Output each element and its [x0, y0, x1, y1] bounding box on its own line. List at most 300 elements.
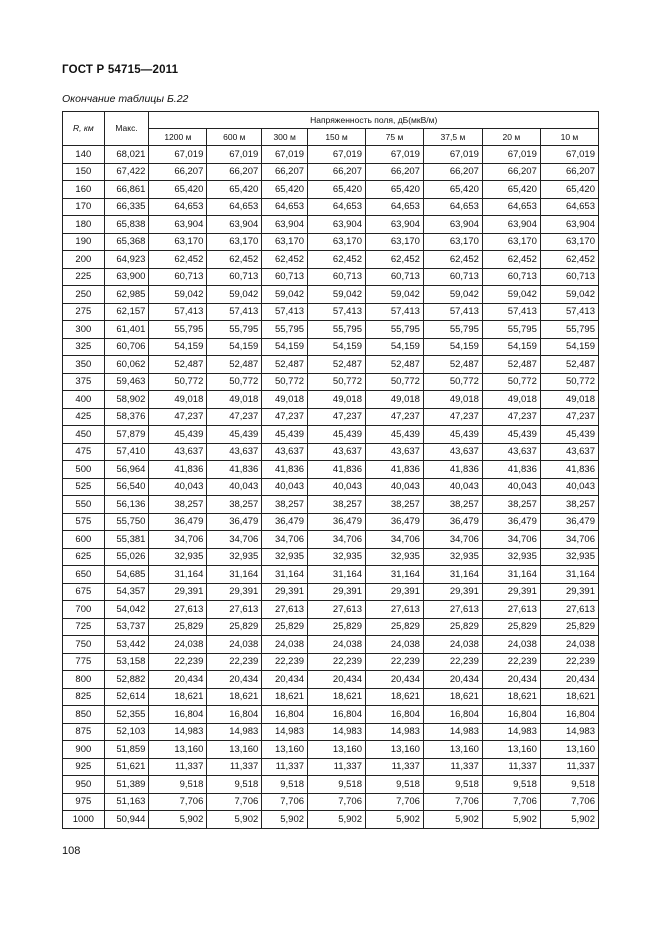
cell-field-strength: 63,170 — [540, 233, 598, 251]
cell-field-strength: 36,479 — [149, 513, 207, 531]
cell-field-strength: 45,439 — [149, 426, 207, 444]
table-caption: Окончание таблицы Б.22 — [62, 93, 189, 105]
header-height: 37,5 м — [423, 129, 482, 146]
cell-field-strength: 36,479 — [482, 513, 540, 531]
cell-field-strength: 34,706 — [365, 531, 423, 549]
cell-max: 53,442 — [104, 636, 149, 654]
table-row — [63, 513, 599, 531]
cell-max: 63,900 — [104, 268, 149, 286]
cell-field-strength: 55,795 — [423, 321, 482, 339]
cell-field-strength: 24,038 — [482, 636, 540, 654]
table-row — [63, 531, 599, 549]
cell-field-strength: 38,257 — [207, 496, 262, 514]
cell-field-strength: 14,983 — [149, 723, 207, 741]
cell-field-strength: 16,804 — [207, 706, 262, 724]
cell-field-strength: 41,836 — [262, 461, 308, 479]
cell-field-strength: 5,902 — [262, 811, 308, 829]
cell-field-strength: 62,452 — [149, 251, 207, 269]
cell-field-strength: 41,836 — [308, 461, 366, 479]
cell-field-strength: 66,207 — [262, 163, 308, 181]
cell-field-strength: 63,170 — [482, 233, 540, 251]
cell-field-strength: 20,434 — [149, 671, 207, 689]
cell-max: 53,158 — [104, 653, 149, 671]
table-row — [63, 636, 599, 654]
cell-distance: 180 — [63, 216, 105, 234]
cell-field-strength: 45,439 — [308, 426, 366, 444]
table-row — [63, 408, 599, 426]
cell-field-strength: 50,772 — [149, 373, 207, 391]
cell-field-strength: 52,487 — [262, 356, 308, 374]
table-row — [63, 671, 599, 689]
cell-field-strength: 16,804 — [262, 706, 308, 724]
cell-field-strength: 11,337 — [308, 758, 366, 776]
cell-field-strength: 7,706 — [262, 793, 308, 811]
cell-field-strength: 36,479 — [423, 513, 482, 531]
cell-field-strength: 66,207 — [540, 163, 598, 181]
cell-field-strength: 7,706 — [149, 793, 207, 811]
cell-field-strength: 25,829 — [207, 618, 262, 636]
cell-field-strength: 38,257 — [149, 496, 207, 514]
cell-field-strength: 40,043 — [540, 478, 598, 496]
cell-field-strength: 54,159 — [423, 338, 482, 356]
cell-distance: 575 — [63, 513, 105, 531]
cell-field-strength: 31,164 — [365, 566, 423, 584]
cell-field-strength: 43,637 — [482, 443, 540, 461]
cell-field-strength: 45,439 — [540, 426, 598, 444]
cell-field-strength: 40,043 — [423, 478, 482, 496]
cell-field-strength: 9,518 — [365, 776, 423, 794]
cell-field-strength: 25,829 — [149, 618, 207, 636]
cell-field-strength: 16,804 — [308, 706, 366, 724]
cell-field-strength: 27,613 — [262, 601, 308, 619]
table-row — [63, 706, 599, 724]
cell-field-strength: 13,160 — [308, 741, 366, 759]
table-row — [63, 793, 599, 811]
cell-field-strength: 59,042 — [540, 286, 598, 304]
cell-field-strength: 50,772 — [540, 373, 598, 391]
cell-field-strength: 11,337 — [423, 758, 482, 776]
cell-field-strength: 27,613 — [365, 601, 423, 619]
table-row — [63, 216, 599, 234]
table-row — [63, 233, 599, 251]
cell-field-strength: 16,804 — [149, 706, 207, 724]
cell-field-strength: 29,391 — [540, 583, 598, 601]
cell-field-strength: 34,706 — [423, 531, 482, 549]
cell-field-strength: 14,983 — [482, 723, 540, 741]
cell-max: 66,861 — [104, 181, 149, 199]
cell-max: 59,463 — [104, 373, 149, 391]
cell-field-strength: 14,983 — [308, 723, 366, 741]
cell-field-strength: 31,164 — [207, 566, 262, 584]
cell-field-strength: 59,042 — [365, 286, 423, 304]
cell-max: 61,401 — [104, 321, 149, 339]
cell-field-strength: 60,713 — [540, 268, 598, 286]
cell-field-strength: 25,829 — [262, 618, 308, 636]
cell-field-strength: 31,164 — [482, 566, 540, 584]
cell-field-strength: 67,019 — [149, 146, 207, 164]
field-strength-table — [62, 111, 599, 829]
cell-field-strength: 49,018 — [308, 391, 366, 409]
cell-field-strength: 62,452 — [423, 251, 482, 269]
cell-distance: 300 — [63, 321, 105, 339]
cell-field-strength: 24,038 — [540, 636, 598, 654]
cell-field-strength: 55,795 — [207, 321, 262, 339]
cell-field-strength: 65,420 — [423, 181, 482, 199]
cell-field-strength: 14,983 — [365, 723, 423, 741]
cell-field-strength: 11,337 — [540, 758, 598, 776]
cell-field-strength: 20,434 — [423, 671, 482, 689]
cell-field-strength: 20,434 — [365, 671, 423, 689]
cell-field-strength: 34,706 — [540, 531, 598, 549]
cell-distance: 225 — [63, 268, 105, 286]
cell-field-strength: 14,983 — [423, 723, 482, 741]
cell-field-strength: 57,413 — [149, 303, 207, 321]
cell-field-strength: 50,772 — [207, 373, 262, 391]
cell-field-strength: 18,621 — [423, 688, 482, 706]
cell-field-strength: 13,160 — [482, 741, 540, 759]
cell-field-strength: 5,902 — [149, 811, 207, 829]
cell-field-strength: 57,413 — [540, 303, 598, 321]
cell-field-strength: 32,935 — [262, 548, 308, 566]
cell-field-strength: 60,713 — [482, 268, 540, 286]
cell-field-strength: 5,902 — [482, 811, 540, 829]
cell-field-strength: 54,159 — [308, 338, 366, 356]
table-row — [63, 373, 599, 391]
cell-field-strength: 57,413 — [482, 303, 540, 321]
cell-field-strength: 59,042 — [207, 286, 262, 304]
cell-field-strength: 29,391 — [308, 583, 366, 601]
cell-max: 67,422 — [104, 163, 149, 181]
cell-field-strength: 47,237 — [207, 408, 262, 426]
table-row — [63, 723, 599, 741]
cell-field-strength: 9,518 — [149, 776, 207, 794]
cell-field-strength: 50,772 — [308, 373, 366, 391]
cell-field-strength: 32,935 — [540, 548, 598, 566]
cell-max: 65,838 — [104, 216, 149, 234]
cell-field-strength: 59,042 — [482, 286, 540, 304]
table-row — [63, 303, 599, 321]
cell-field-strength: 64,653 — [540, 198, 598, 216]
header-height: 150 м — [308, 129, 366, 146]
cell-distance: 750 — [63, 636, 105, 654]
cell-distance: 500 — [63, 461, 105, 479]
table-row — [63, 268, 599, 286]
cell-field-strength: 66,207 — [365, 163, 423, 181]
table-row — [63, 356, 599, 374]
cell-field-strength: 57,413 — [262, 303, 308, 321]
cell-field-strength: 31,164 — [423, 566, 482, 584]
document-header: ГОСТ Р 54715—2011 — [62, 64, 179, 76]
cell-field-strength: 27,613 — [308, 601, 366, 619]
cell-field-strength: 62,452 — [262, 251, 308, 269]
cell-max: 51,163 — [104, 793, 149, 811]
cell-field-strength: 7,706 — [540, 793, 598, 811]
cell-distance: 170 — [63, 198, 105, 216]
cell-distance: 350 — [63, 356, 105, 374]
cell-field-strength: 9,518 — [262, 776, 308, 794]
cell-field-strength: 62,452 — [365, 251, 423, 269]
table-row — [63, 583, 599, 601]
cell-field-strength: 32,935 — [207, 548, 262, 566]
cell-field-strength: 54,159 — [262, 338, 308, 356]
cell-field-strength: 14,983 — [262, 723, 308, 741]
cell-field-strength: 7,706 — [308, 793, 366, 811]
table-row — [63, 741, 599, 759]
cell-field-strength: 52,487 — [308, 356, 366, 374]
cell-field-strength: 9,518 — [540, 776, 598, 794]
table-row — [63, 601, 599, 619]
cell-field-strength: 62,452 — [207, 251, 262, 269]
cell-field-strength: 60,713 — [308, 268, 366, 286]
cell-field-strength: 7,706 — [365, 793, 423, 811]
cell-field-strength: 5,902 — [308, 811, 366, 829]
table-row — [63, 443, 599, 461]
cell-distance: 200 — [63, 251, 105, 269]
cell-field-strength: 22,239 — [423, 653, 482, 671]
cell-field-strength: 54,159 — [365, 338, 423, 356]
table-row — [63, 758, 599, 776]
cell-field-strength: 47,237 — [365, 408, 423, 426]
cell-field-strength: 36,479 — [365, 513, 423, 531]
table-row — [63, 181, 599, 199]
cell-field-strength: 67,019 — [365, 146, 423, 164]
header-height: 1200 м — [149, 129, 207, 146]
cell-field-strength: 45,439 — [262, 426, 308, 444]
cell-max: 66,335 — [104, 198, 149, 216]
cell-field-strength: 55,795 — [308, 321, 366, 339]
cell-field-strength: 11,337 — [207, 758, 262, 776]
header-height: 20 м — [482, 129, 540, 146]
cell-field-strength: 40,043 — [262, 478, 308, 496]
cell-field-strength: 5,902 — [423, 811, 482, 829]
cell-field-strength: 63,904 — [540, 216, 598, 234]
cell-distance: 625 — [63, 548, 105, 566]
cell-field-strength: 16,804 — [365, 706, 423, 724]
cell-distance: 140 — [63, 146, 105, 164]
cell-field-strength: 34,706 — [149, 531, 207, 549]
cell-field-strength: 49,018 — [365, 391, 423, 409]
cell-field-strength: 45,439 — [207, 426, 262, 444]
cell-field-strength: 59,042 — [308, 286, 366, 304]
cell-field-strength: 63,904 — [149, 216, 207, 234]
cell-field-strength: 52,487 — [423, 356, 482, 374]
table-row — [63, 198, 599, 216]
cell-field-strength: 43,637 — [308, 443, 366, 461]
cell-max: 58,902 — [104, 391, 149, 409]
cell-distance: 525 — [63, 478, 105, 496]
cell-field-strength: 34,706 — [207, 531, 262, 549]
cell-distance: 650 — [63, 566, 105, 584]
cell-field-strength: 64,653 — [207, 198, 262, 216]
cell-max: 56,540 — [104, 478, 149, 496]
cell-field-strength: 14,983 — [540, 723, 598, 741]
cell-field-strength: 13,160 — [365, 741, 423, 759]
table-row — [63, 478, 599, 496]
cell-field-strength: 20,434 — [482, 671, 540, 689]
cell-field-strength: 13,160 — [149, 741, 207, 759]
cell-field-strength: 32,935 — [423, 548, 482, 566]
cell-field-strength: 59,042 — [262, 286, 308, 304]
cell-field-strength: 29,391 — [149, 583, 207, 601]
cell-field-strength: 22,239 — [482, 653, 540, 671]
cell-max: 60,706 — [104, 338, 149, 356]
cell-distance: 275 — [63, 303, 105, 321]
cell-field-strength: 24,038 — [149, 636, 207, 654]
cell-field-strength: 24,038 — [423, 636, 482, 654]
cell-max: 64,923 — [104, 251, 149, 269]
cell-field-strength: 16,804 — [540, 706, 598, 724]
cell-field-strength: 45,439 — [482, 426, 540, 444]
cell-field-strength: 64,653 — [423, 198, 482, 216]
cell-distance: 250 — [63, 286, 105, 304]
cell-distance: 425 — [63, 408, 105, 426]
cell-field-strength: 55,795 — [149, 321, 207, 339]
cell-max: 54,042 — [104, 601, 149, 619]
cell-field-strength: 7,706 — [207, 793, 262, 811]
cell-field-strength: 63,904 — [423, 216, 482, 234]
table-row — [63, 653, 599, 671]
cell-max: 51,389 — [104, 776, 149, 794]
cell-field-strength: 49,018 — [149, 391, 207, 409]
table-row — [63, 461, 599, 479]
cell-distance: 1000 — [63, 811, 105, 829]
cell-field-strength: 50,772 — [262, 373, 308, 391]
cell-field-strength: 65,420 — [365, 181, 423, 199]
cell-max: 52,882 — [104, 671, 149, 689]
cell-field-strength: 18,621 — [207, 688, 262, 706]
cell-field-strength: 5,902 — [365, 811, 423, 829]
cell-field-strength: 16,804 — [423, 706, 482, 724]
cell-field-strength: 27,613 — [149, 601, 207, 619]
cell-max: 54,685 — [104, 566, 149, 584]
cell-distance: 190 — [63, 233, 105, 251]
cell-field-strength: 27,613 — [540, 601, 598, 619]
cell-field-strength: 66,207 — [207, 163, 262, 181]
cell-field-strength: 31,164 — [262, 566, 308, 584]
cell-field-strength: 24,038 — [207, 636, 262, 654]
cell-field-strength: 49,018 — [482, 391, 540, 409]
cell-field-strength: 60,713 — [365, 268, 423, 286]
cell-field-strength: 18,621 — [365, 688, 423, 706]
cell-field-strength: 22,239 — [365, 653, 423, 671]
cell-distance: 725 — [63, 618, 105, 636]
cell-field-strength: 64,653 — [365, 198, 423, 216]
cell-field-strength: 64,653 — [308, 198, 366, 216]
cell-field-strength: 38,257 — [423, 496, 482, 514]
cell-distance: 675 — [63, 583, 105, 601]
cell-field-strength: 29,391 — [262, 583, 308, 601]
cell-distance: 800 — [63, 671, 105, 689]
cell-field-strength: 29,391 — [365, 583, 423, 601]
cell-field-strength: 59,042 — [423, 286, 482, 304]
cell-max: 57,410 — [104, 443, 149, 461]
cell-field-strength: 16,804 — [482, 706, 540, 724]
table-row — [63, 146, 599, 164]
cell-field-strength: 32,935 — [308, 548, 366, 566]
cell-field-strength: 34,706 — [482, 531, 540, 549]
cell-field-strength: 40,043 — [482, 478, 540, 496]
cell-distance: 950 — [63, 776, 105, 794]
cell-field-strength: 57,413 — [308, 303, 366, 321]
cell-field-strength: 67,019 — [482, 146, 540, 164]
cell-field-strength: 63,170 — [207, 233, 262, 251]
cell-field-strength: 13,160 — [540, 741, 598, 759]
cell-field-strength: 29,391 — [423, 583, 482, 601]
cell-field-strength: 5,902 — [207, 811, 262, 829]
cell-field-strength: 9,518 — [482, 776, 540, 794]
cell-field-strength: 25,829 — [423, 618, 482, 636]
cell-distance: 475 — [63, 443, 105, 461]
cell-field-strength: 36,479 — [207, 513, 262, 531]
cell-field-strength: 63,904 — [365, 216, 423, 234]
cell-field-strength: 57,413 — [207, 303, 262, 321]
cell-max: 60,062 — [104, 356, 149, 374]
cell-field-strength: 65,420 — [540, 181, 598, 199]
cell-field-strength: 40,043 — [365, 478, 423, 496]
cell-field-strength: 36,479 — [540, 513, 598, 531]
cell-max: 56,964 — [104, 461, 149, 479]
cell-field-strength: 47,237 — [540, 408, 598, 426]
cell-field-strength: 18,621 — [540, 688, 598, 706]
cell-field-strength: 63,170 — [308, 233, 366, 251]
cell-field-strength: 65,420 — [207, 181, 262, 199]
cell-field-strength: 60,713 — [149, 268, 207, 286]
cell-field-strength: 38,257 — [482, 496, 540, 514]
header-field-strength: Напряженность поля, дБ(мкВ/м) — [149, 112, 599, 129]
cell-field-strength: 45,439 — [365, 426, 423, 444]
cell-field-strength: 40,043 — [207, 478, 262, 496]
cell-max: 65,368 — [104, 233, 149, 251]
cell-field-strength: 24,038 — [308, 636, 366, 654]
cell-max: 56,136 — [104, 496, 149, 514]
cell-field-strength: 54,159 — [482, 338, 540, 356]
cell-distance: 825 — [63, 688, 105, 706]
header-height: 600 м — [207, 129, 262, 146]
cell-field-strength: 20,434 — [540, 671, 598, 689]
cell-field-strength: 49,018 — [540, 391, 598, 409]
cell-field-strength: 67,019 — [207, 146, 262, 164]
cell-field-strength: 62,452 — [482, 251, 540, 269]
cell-field-strength: 59,042 — [149, 286, 207, 304]
cell-max: 55,750 — [104, 513, 149, 531]
cell-field-strength: 63,170 — [365, 233, 423, 251]
cell-field-strength: 32,935 — [365, 548, 423, 566]
cell-field-strength: 13,160 — [423, 741, 482, 759]
cell-field-strength: 49,018 — [423, 391, 482, 409]
cell-field-strength: 41,836 — [482, 461, 540, 479]
cell-max: 52,103 — [104, 723, 149, 741]
cell-field-strength: 36,479 — [308, 513, 366, 531]
cell-field-strength: 47,237 — [262, 408, 308, 426]
cell-field-strength: 31,164 — [308, 566, 366, 584]
cell-field-strength: 41,836 — [365, 461, 423, 479]
cell-field-strength: 63,904 — [482, 216, 540, 234]
table-row — [63, 286, 599, 304]
table-row — [63, 426, 599, 444]
cell-max: 53,737 — [104, 618, 149, 636]
cell-field-strength: 22,239 — [149, 653, 207, 671]
cell-field-strength: 63,170 — [262, 233, 308, 251]
cell-field-strength: 38,257 — [365, 496, 423, 514]
table-row — [63, 338, 599, 356]
cell-field-strength: 43,637 — [540, 443, 598, 461]
cell-field-strength: 62,452 — [308, 251, 366, 269]
cell-field-strength: 43,637 — [262, 443, 308, 461]
cell-field-strength: 38,257 — [540, 496, 598, 514]
cell-field-strength: 60,713 — [207, 268, 262, 286]
cell-field-strength: 50,772 — [365, 373, 423, 391]
cell-field-strength: 29,391 — [207, 583, 262, 601]
